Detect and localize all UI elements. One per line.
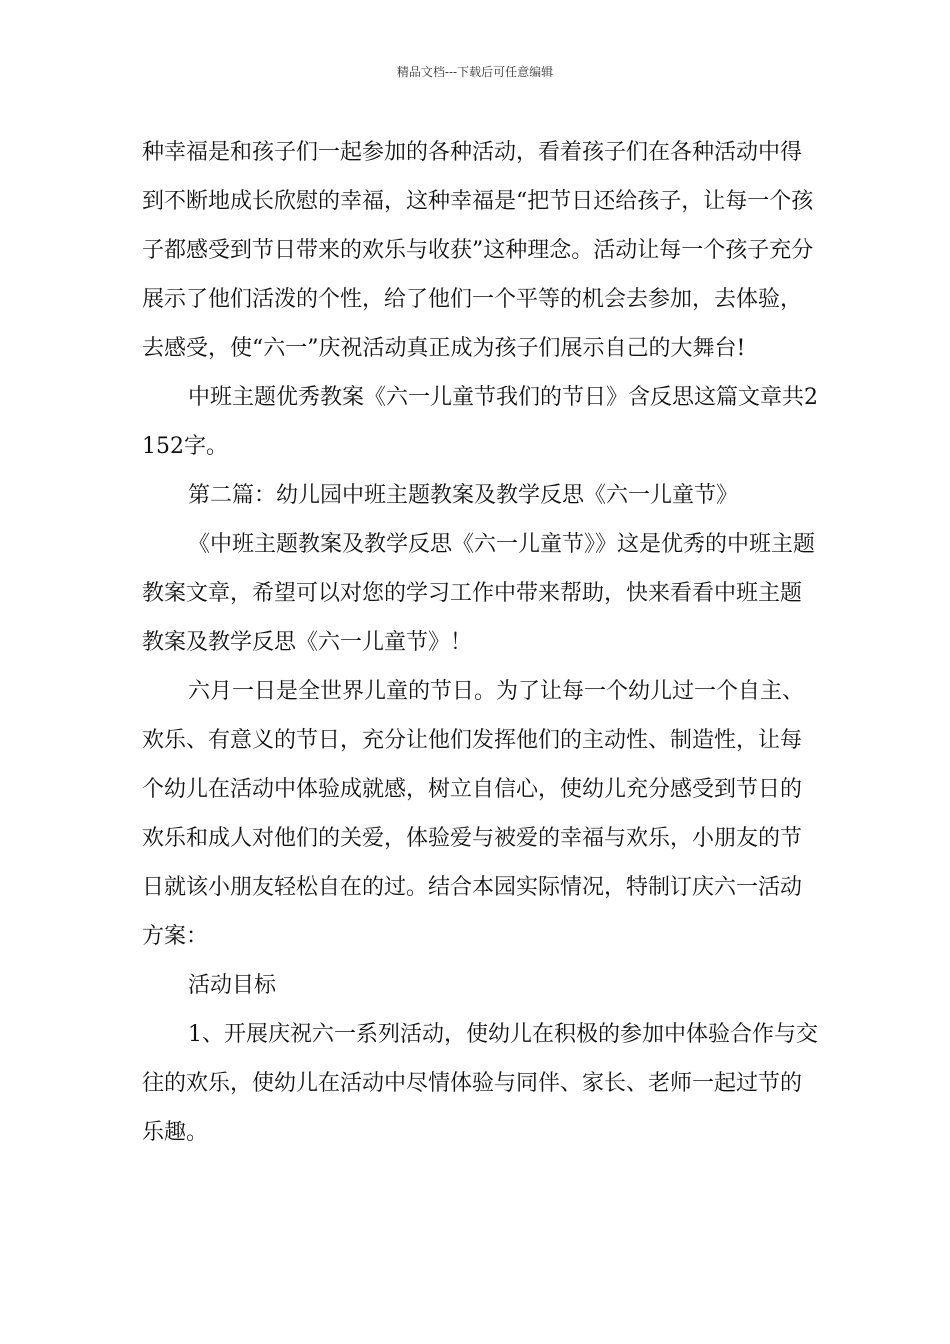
paragraph-article-note: 中班主题优秀教案《六一儿童节我们的节日》含反思这篇文章共2152字。	[142, 385, 818, 459]
list-item-goal-1: 1、开展庆祝六一系列活动，使幼儿在积极的参加中体验合作与交往的欢乐，使幼儿在活动中尽情体验与同伴、家长、老师一起过节的乐趣。	[142, 1022, 818, 1145]
paragraph-intro: 《中班主题教案及教学反思《六一儿童节》》这是优秀的中班主题教案文章，希望可以对您的学习工作中带来帮助，快来看看中班主题教案及教学反思《六一儿童节》！	[142, 532, 816, 655]
subheading-goals: 活动目标	[188, 973, 277, 998]
paragraph-continuation: 种幸福是和孩子们一起参加的各种活动，看着孩子们在各种活动中得到不断地成长欣慰的幸福，这种幸福是“把节日还给孩子，让每一个孩子都感受到节日带来的欢乐与收获”这种理念。活动让每一个孩子充分展示了他们活泼的个性，给了他们一个平等的机会去参加，去体验，去感受，使“六一”庆祝活动真正成为孩子们展示自己的大舞台!	[142, 140, 814, 361]
document-body	[142, 128, 822, 1157]
section-heading: 第二篇：幼儿园中班主题教案及教学反思《六一儿童节》	[188, 483, 739, 508]
page-header: 精品文档---下载后可任意编辑	[396, 65, 554, 79]
paragraph-background: 六月一日是全世界儿童的节日。为了让每一个幼儿过一个自主、欢乐、有意义的节日，充分让他们发挥他们的主动性、制造性，让每个幼儿在活动中体验成就感，树立自信心，使幼儿充分感受到节日的欢乐和成人对他们的关爱，体验爱与被爱的幸福与欢乐，小朋友的节日就该小朋友轻松自在的过。结合本园实际情况，特制订庆六一活动方案：	[142, 679, 805, 949]
